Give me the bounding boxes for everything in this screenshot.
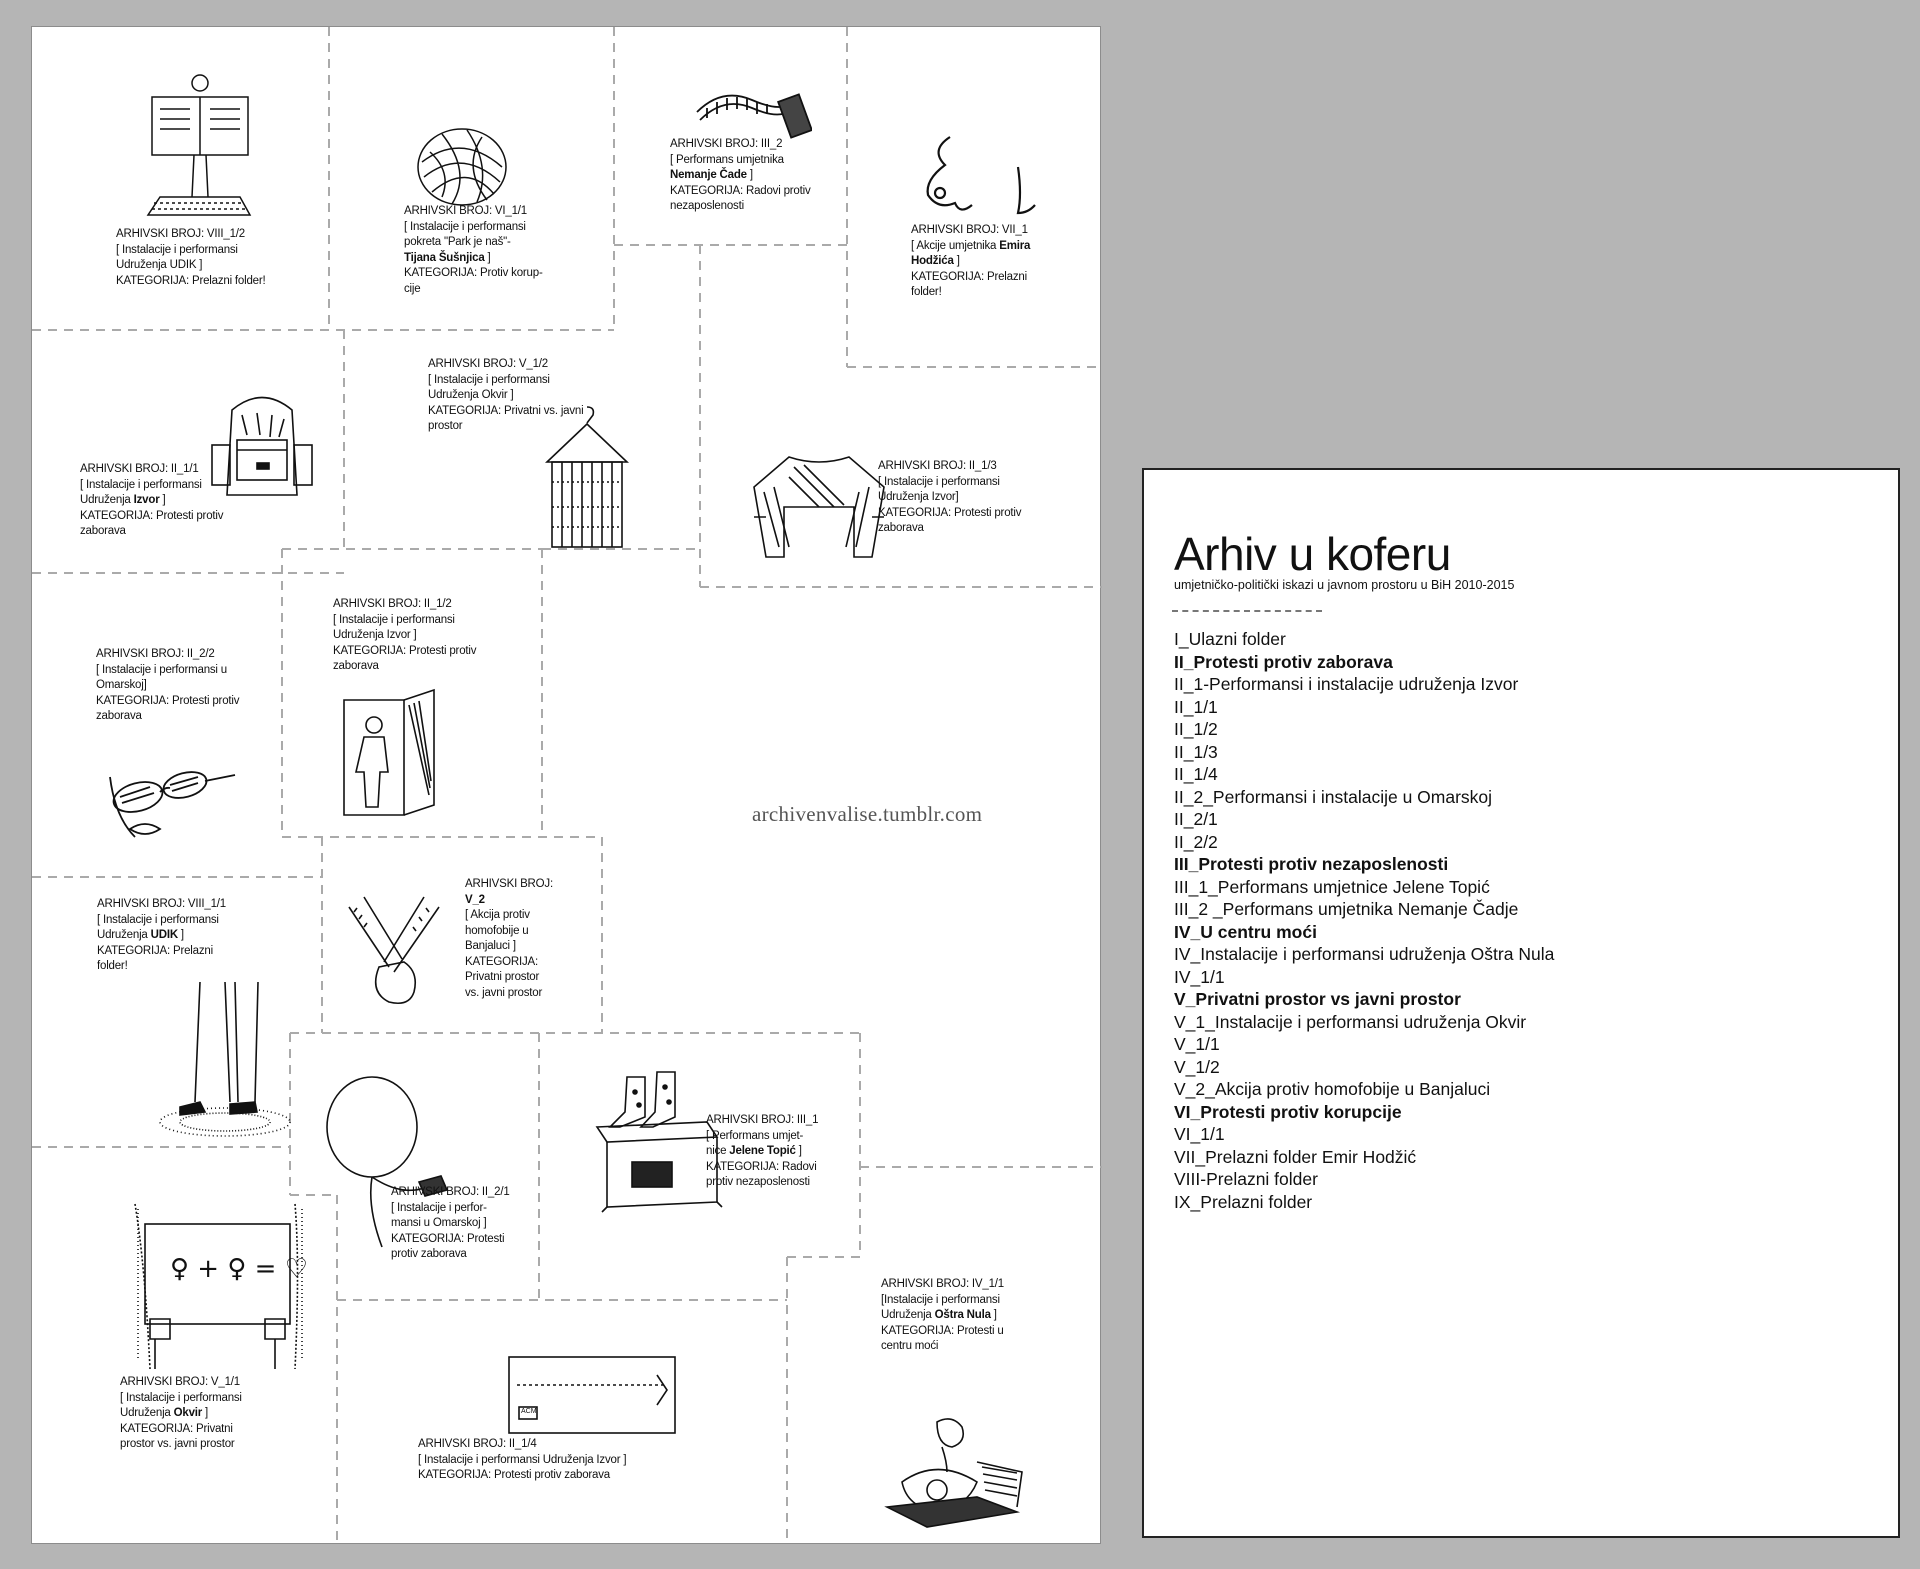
card-text: zaborava bbox=[96, 710, 142, 722]
card-ii-2-2 bbox=[96, 647, 239, 725]
toc-item: II_1/3 bbox=[1174, 741, 1218, 762]
card-text: ARHIVSKI BROJ: VIII_1/2 bbox=[116, 228, 245, 240]
card-line bbox=[97, 913, 226, 929]
card-line bbox=[333, 628, 476, 644]
toc-item: II_Protesti protiv zaborava bbox=[1174, 651, 1393, 672]
card-text: Udruženja bbox=[120, 1407, 174, 1419]
toc-item: V_1_Instalacije i performansi udruženja Okvir bbox=[1174, 1011, 1527, 1032]
stamp-on-book-illustration bbox=[877, 1412, 1027, 1532]
card-text: KATEGORIJA: Protesti protiv bbox=[878, 506, 1022, 519]
card-text: folder! bbox=[911, 286, 942, 298]
card-text: ] bbox=[953, 255, 960, 267]
card-text: ARHIVSKI BROJ: VI_1/1 bbox=[404, 205, 527, 217]
card-text: KATEGORIJA: Radovi protiv bbox=[670, 184, 811, 197]
card-text: ARHIVSKI BROJ: II_1/2 bbox=[333, 598, 452, 610]
card-text: vs. javni prostor bbox=[465, 986, 543, 999]
card-text: ARHIVSKI BROJ: VII_1 bbox=[911, 224, 1028, 236]
card-text: KATEGORIJA: Radovi bbox=[706, 1160, 817, 1173]
card-v-1-1 bbox=[120, 1375, 242, 1453]
card-line bbox=[96, 694, 239, 710]
card-line bbox=[333, 613, 476, 629]
card-viii-1-1 bbox=[97, 897, 226, 975]
card-text: [ Instalacije i perfor- bbox=[391, 1201, 487, 1214]
card-vi-1-1 bbox=[404, 204, 543, 297]
card-text: ARHIVSKI BROJ: III_2 bbox=[670, 138, 783, 150]
card-line bbox=[391, 1201, 510, 1217]
toc-item: III_2 _Performans umjetnika Nemanje Čadje bbox=[1174, 899, 1519, 919]
card-line bbox=[333, 659, 476, 675]
toc-item: IV_Instalacije i performansi udruženja Oštra Nula bbox=[1174, 944, 1555, 964]
toc-item: II_2/2 bbox=[1174, 831, 1218, 852]
card-text: KATEGORIJA: Prelazni bbox=[97, 944, 213, 957]
card-line bbox=[878, 521, 1021, 537]
card-line bbox=[881, 1324, 1004, 1340]
card-line bbox=[670, 137, 811, 153]
card-line bbox=[96, 678, 239, 694]
card-text: zaborava bbox=[333, 660, 379, 672]
card-line bbox=[881, 1308, 1004, 1324]
card-line bbox=[97, 959, 226, 975]
toc-item: II_1/2 bbox=[1174, 719, 1218, 739]
card-line bbox=[80, 524, 223, 540]
card-text: ARHIVSKI BROJ: V_1/1 bbox=[120, 1376, 240, 1388]
card-line bbox=[465, 924, 553, 940]
card-text: mansi u Omarskoj ] bbox=[391, 1217, 487, 1229]
card-text: KATEGORIJA: Protiv korup- bbox=[404, 267, 543, 279]
card-text: Omarskoj] bbox=[96, 679, 147, 691]
card-text: ] bbox=[484, 251, 491, 264]
toc-item: I_Ulazni folder bbox=[1174, 629, 1286, 649]
card-line bbox=[391, 1185, 510, 1201]
card-iii-2 bbox=[670, 137, 811, 215]
envelope-illustration bbox=[507, 1355, 677, 1435]
card-line bbox=[391, 1232, 510, 1248]
card-text: KATEGORIJA: Protesti protiv bbox=[80, 509, 224, 522]
card-text: folder! bbox=[97, 960, 128, 972]
card-v-1-2 bbox=[428, 357, 583, 435]
card-text: [Instalacije i performansi bbox=[881, 1293, 1000, 1306]
card-text: KATEGORIJA: Prelazni bbox=[911, 270, 1027, 283]
card-text: ] bbox=[990, 1309, 997, 1321]
card-text: prostor bbox=[428, 420, 463, 432]
card-line bbox=[404, 235, 543, 251]
card-line bbox=[465, 970, 553, 986]
card-text: Udruženja bbox=[881, 1309, 935, 1321]
card-text: KATEGORIJA: Protesti bbox=[391, 1232, 505, 1245]
holding-hands-illustration bbox=[344, 887, 444, 1017]
card-bold-text: Jelene Topić bbox=[729, 1145, 796, 1157]
card-line bbox=[706, 1160, 818, 1176]
card-text: ] bbox=[177, 929, 184, 941]
yarn-ball-illustration bbox=[412, 122, 512, 212]
card-line bbox=[96, 663, 239, 679]
card-line bbox=[878, 475, 1021, 491]
card-text: nice bbox=[706, 1145, 730, 1157]
card-line bbox=[120, 1406, 242, 1422]
card-line bbox=[120, 1375, 242, 1391]
document-subtitle: umjetničko-politički iskazi u javnom prostoru u BiH 2010-2015 bbox=[1174, 578, 1515, 592]
card-text: KATEGORIJA: bbox=[465, 955, 538, 968]
card-line bbox=[418, 1468, 626, 1484]
archive-cards-sheet bbox=[31, 26, 1101, 1544]
card-line bbox=[428, 404, 583, 420]
card-line bbox=[116, 227, 266, 243]
card-line bbox=[670, 199, 811, 215]
card-ii-1-1 bbox=[80, 462, 223, 540]
sign-symbols: ♀ + ♀ = ♡ bbox=[170, 1254, 309, 1284]
card-line bbox=[120, 1437, 242, 1453]
card-line bbox=[120, 1422, 242, 1438]
card-text: ARHIVSKI BROJ: III_1 bbox=[706, 1114, 819, 1126]
card-line bbox=[96, 709, 239, 725]
table-of-contents-sheet bbox=[1142, 468, 1900, 1538]
card-line bbox=[80, 462, 223, 478]
card-text: [ Instalacije i performansi bbox=[428, 373, 550, 386]
toc-item: III_Protesti protiv nezaposlenosti bbox=[1174, 854, 1449, 874]
card-line bbox=[670, 153, 811, 169]
card-line bbox=[418, 1437, 626, 1453]
newspaper-man-illustration bbox=[140, 69, 260, 219]
card-text: KATEGORIJA: Privatni bbox=[120, 1422, 233, 1435]
card-text: [ Instalacije i performansi Udruženja Izvor ] bbox=[418, 1453, 627, 1466]
card-text: [ Instalacije i performansi bbox=[116, 243, 238, 256]
card-line bbox=[878, 490, 1021, 506]
card-line bbox=[116, 243, 266, 259]
card-line bbox=[97, 897, 226, 913]
card-text: ARHIVSKI BROJ: II_2/2 bbox=[96, 648, 215, 660]
card-line bbox=[428, 357, 583, 373]
card-text: Udruženja bbox=[80, 494, 134, 506]
sunglasses-face-illustration bbox=[90, 767, 250, 847]
card-bold-text: Hodžića bbox=[911, 255, 954, 267]
card-text: cije bbox=[404, 282, 421, 295]
card-line bbox=[706, 1113, 818, 1129]
card-line bbox=[391, 1216, 510, 1232]
card-ii-1-2 bbox=[333, 597, 476, 675]
toc-item: IX_Prelazni folder bbox=[1174, 1191, 1313, 1212]
card-bold-text: Tijana Šušnjica bbox=[404, 251, 485, 264]
card-line bbox=[333, 644, 476, 660]
card-text: Udruženja Izvor] bbox=[878, 491, 959, 503]
card-text: [ Instalacije i performansi bbox=[80, 478, 202, 491]
card-line bbox=[706, 1129, 818, 1145]
card-text: [ Akcija protiv bbox=[465, 909, 530, 921]
card-line bbox=[80, 509, 223, 525]
sweater-illustration bbox=[744, 447, 894, 567]
card-text: KATEGORIJA: Protesti protiv zaborava bbox=[418, 1469, 610, 1481]
card-line bbox=[404, 251, 543, 267]
card-text: KATEGORIJA: Privatni vs. javni bbox=[428, 404, 584, 417]
card-text: Udruženja Izvor ] bbox=[333, 629, 417, 641]
card-line bbox=[97, 944, 226, 960]
card-line bbox=[96, 647, 239, 663]
face-sketch-illustration bbox=[910, 125, 1050, 235]
card-line bbox=[428, 419, 583, 435]
card-line bbox=[911, 239, 1030, 255]
card-line bbox=[404, 220, 543, 236]
card-line bbox=[465, 893, 553, 909]
card-line bbox=[465, 908, 553, 924]
tumblr-url: archivenvalise.tumblr.com bbox=[752, 802, 983, 826]
card-text: pokreta "Park je naš"- bbox=[404, 236, 511, 248]
card-line bbox=[404, 282, 543, 298]
card-line bbox=[706, 1144, 818, 1160]
toc-item: VIII-Prelazni folder bbox=[1174, 1169, 1318, 1189]
card-text: ARHIVSKI BROJ: II_2/1 bbox=[391, 1186, 510, 1198]
card-line bbox=[878, 459, 1021, 475]
card-text: Udruženja Okvir ] bbox=[428, 389, 514, 401]
card-text: ARHIVSKI BROJ: II_1/3 bbox=[878, 460, 997, 472]
card-text: Banjaluci ] bbox=[465, 940, 516, 952]
card-text: ARHIVSKI BROJ: V_1/2 bbox=[428, 358, 548, 370]
toc-item: IV_U centru moći bbox=[1174, 921, 1317, 942]
card-line bbox=[80, 478, 223, 494]
toc-item: II_1/1 bbox=[1174, 696, 1218, 717]
card-text: centru moći bbox=[881, 1340, 939, 1352]
toc-item: II_1-Performansi i instalacije udruženja Izvor bbox=[1174, 674, 1519, 694]
card-text: [ Instalacije i performansi u bbox=[96, 663, 227, 676]
card-line bbox=[911, 285, 1030, 301]
card-line bbox=[881, 1339, 1004, 1355]
card-line bbox=[404, 266, 543, 282]
card-line bbox=[706, 1175, 818, 1191]
toc-item: III_1_Performans umjetnice Jelene Topić bbox=[1174, 876, 1490, 897]
card-text: ARHIVSKI BROJ: bbox=[465, 878, 553, 890]
card-line bbox=[465, 939, 553, 955]
card-text: ] bbox=[746, 169, 753, 181]
card-text: [ Instalacije i performansi bbox=[404, 220, 526, 233]
card-text: KATEGORIJA: Protesti u bbox=[881, 1324, 1004, 1337]
card-line bbox=[404, 204, 543, 220]
toc-item: V_2_Akcija protiv homofobije u Banjaluci bbox=[1174, 1079, 1491, 1099]
card-bold-text: Izvor bbox=[133, 494, 160, 506]
toc-item: VI_Protesti protiv korupcije bbox=[1174, 1101, 1402, 1122]
card-text: [ Akcije umjetnika bbox=[911, 239, 1000, 252]
card-line bbox=[116, 258, 266, 274]
card-line bbox=[120, 1391, 242, 1407]
card-bold-text: UDIK bbox=[150, 929, 178, 941]
card-text: [ Instalacije i performansi bbox=[97, 913, 219, 926]
card-text: [ Instalacije i performansi bbox=[878, 475, 1000, 488]
card-text: ARHIVSKI BROJ: II_1/4 bbox=[418, 1438, 537, 1450]
toc-item: IV_1/1 bbox=[1174, 966, 1225, 987]
card-text: Udruženja bbox=[97, 929, 151, 941]
card-text: KATEGORIJA: Protesti protiv bbox=[333, 644, 477, 657]
card-bold-text: Okvir bbox=[173, 1407, 203, 1419]
card-line bbox=[465, 955, 553, 971]
toc-item: VI_1/1 bbox=[1174, 1124, 1225, 1144]
card-line bbox=[881, 1293, 1004, 1309]
card-line bbox=[80, 493, 223, 509]
card-line bbox=[465, 986, 553, 1002]
card-line bbox=[878, 506, 1021, 522]
card-text: [ Performans umjet- bbox=[706, 1129, 804, 1142]
card-ii-1-3 bbox=[878, 459, 1021, 537]
card-text: ] bbox=[202, 1407, 209, 1419]
toc-item: VII_Prelazni folder Emir Hodžić bbox=[1174, 1146, 1417, 1167]
open-door-illustration bbox=[334, 685, 444, 825]
card-text: ] bbox=[795, 1145, 802, 1157]
card-bold-text: Nemanje Čade bbox=[670, 169, 747, 181]
toc-item: II_1/4 bbox=[1174, 764, 1218, 784]
card-line bbox=[911, 254, 1030, 270]
toc-list bbox=[1174, 628, 1554, 1213]
card-bold-text: Emira bbox=[999, 239, 1031, 252]
card-text: zaborava bbox=[80, 525, 126, 537]
card-text: zaborava bbox=[878, 522, 924, 534]
envelope-stamp-text: ACM bbox=[521, 1408, 537, 1415]
toc-item: II_2/1 bbox=[1174, 809, 1218, 829]
card-line bbox=[670, 168, 811, 184]
card-line bbox=[116, 274, 266, 290]
card-iv-1-1 bbox=[881, 1277, 1004, 1355]
toc-item: V_1/1 bbox=[1174, 1034, 1220, 1054]
card-line bbox=[428, 373, 583, 389]
card-text: Udruženja UDIK ] bbox=[116, 259, 203, 271]
card-text: [ Instalacije i performansi bbox=[120, 1391, 242, 1404]
card-line bbox=[881, 1277, 1004, 1293]
card-line bbox=[391, 1247, 510, 1263]
card-line bbox=[428, 388, 583, 404]
card-line bbox=[670, 184, 811, 200]
card-text: Privatni prostor bbox=[465, 971, 540, 983]
card-ii-2-1 bbox=[391, 1185, 510, 1263]
card-text: homofobije u bbox=[465, 924, 529, 937]
card-viii-1-2 bbox=[116, 227, 266, 289]
card-text: KATEGORIJA: Protesti protiv bbox=[96, 694, 240, 707]
card-vii-1 bbox=[911, 223, 1030, 301]
card-text: prostor vs. javni prostor bbox=[120, 1438, 235, 1450]
card-text: [ Performans umjetnika bbox=[670, 153, 784, 166]
card-bold-text: V_2 bbox=[465, 893, 485, 906]
card-text: ] bbox=[159, 494, 166, 506]
card-text: nezaposlenosti bbox=[670, 200, 744, 212]
toc-item: II_2_Performansi i instalacije u Omarskoj bbox=[1174, 786, 1493, 807]
legs-illustration bbox=[150, 982, 300, 1142]
card-text: KATEGORIJA: Prelazni folder! bbox=[116, 274, 266, 287]
card-line bbox=[97, 928, 226, 944]
subtitle-divider bbox=[1172, 610, 1322, 612]
card-line bbox=[465, 877, 553, 893]
card-line bbox=[911, 270, 1030, 286]
protest-sign-illustration bbox=[130, 1199, 310, 1374]
card-text: ARHIVSKI BROJ: II_1/1 bbox=[80, 463, 199, 475]
card-iii-1 bbox=[706, 1113, 818, 1191]
card-text: protiv zaborava bbox=[391, 1248, 467, 1260]
card-line bbox=[418, 1453, 626, 1469]
toc-item: V_Privatni prostor vs javni prostor bbox=[1174, 989, 1461, 1009]
card-ii-1-4 bbox=[418, 1437, 626, 1484]
document-title: Arhiv u koferu bbox=[1174, 528, 1451, 580]
card-text: ARHIVSKI BROJ: IV_1/1 bbox=[881, 1278, 1004, 1290]
card-line bbox=[911, 223, 1030, 239]
card-text: ARHIVSKI BROJ: VIII_1/1 bbox=[97, 898, 226, 910]
card-v-2 bbox=[465, 877, 553, 1001]
card-line bbox=[333, 597, 476, 613]
card-text: protiv nezaposlenosti bbox=[706, 1176, 810, 1188]
toc-item: V_1/2 bbox=[1174, 1056, 1220, 1077]
card-bold-text: Oštra Nula bbox=[934, 1309, 991, 1321]
card-text: [ Instalacije i performansi bbox=[333, 613, 455, 626]
